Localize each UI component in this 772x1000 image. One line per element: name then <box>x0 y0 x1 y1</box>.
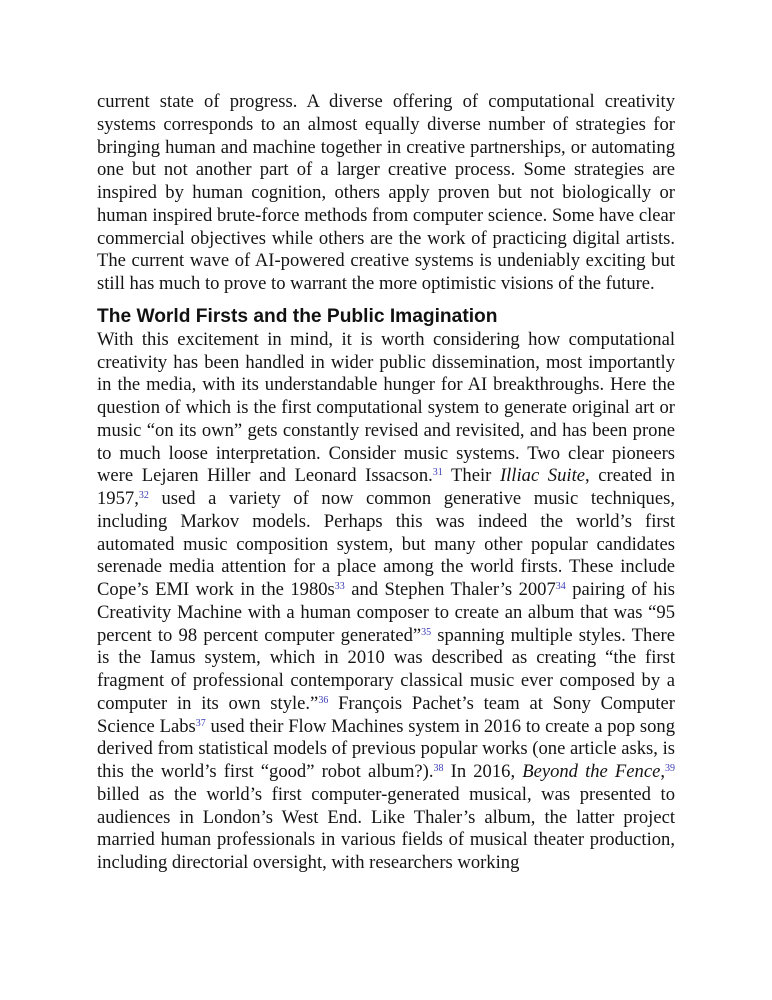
text-run: billed as the world’s first computer-generated musical, was presented to audiences in London’s West End. Like Thaler’s album, the latter project married human professionals in various fields of musical theater production, including directorial oversight, with researchers working <box>97 783 675 873</box>
work-title-beyond-the-fence: Beyond the Fence <box>522 761 661 782</box>
footnote-ref-31[interactable]: 31 <box>432 467 443 479</box>
text-run: spanning multiple styles. There is the Iamus system, which in 2010 was described as creating “the first fragment of professional contemporary classical music ever composed by a computer in its own style.” <box>97 624 675 714</box>
footnote-ref-37[interactable]: 37 <box>195 717 206 729</box>
footnote-ref-32[interactable]: 32 <box>138 489 149 501</box>
footnote-ref-35[interactable]: 35 <box>421 626 432 638</box>
footnote-ref-33[interactable]: 33 <box>334 580 345 592</box>
section-heading: The World Firsts and the Public Imagination <box>97 305 498 327</box>
text-run: used their Flow Machines system in 2016 to create a pop song derived from statistical models of previous popular works (one article asks, is this the world’s first “good” robot album?). <box>97 715 676 782</box>
text-run: pairing of his Creativity Machine with a human composer to create an album that was “95 percent to 98 percent computer generated” <box>97 579 675 646</box>
footnote-ref-39[interactable]: 39 <box>665 762 675 774</box>
text-run: used a variety of now common generative music techniques, including Markov models. Perhaps this was indeed the world’s first automated music composition system, but many other popular candidates serenade media attention for a place among the world firsts. These include Cope’s EMI work in the 1980s <box>97 488 675 600</box>
footnote-ref-36[interactable]: 36 <box>318 694 329 706</box>
work-title-illiac-suite: Illiac Suite <box>499 465 585 487</box>
paragraph-intro: current state of progress. A diverse offering of computational creativity systems corresponds to an almost equally diverse number of strategies for bringing human and machine together in creative partnerships, or automating one but not another part of a larger creative process. Some strategies are inspired by human cognition, others apply proven but not biologically or human inspired brute-force methods from computer science. Some have clear commercial objectives while others are the work of practicing digital artists. The current wave of AI-powered creative systems is undeniably exciting but still has much to prove to warrant the more optimistic visions of the future. <box>97 91 675 294</box>
footnote-ref-38[interactable]: 38 <box>433 762 444 774</box>
text-run: , created in 1957, <box>97 465 676 509</box>
text-run: In 2016, <box>443 761 523 782</box>
text-run: Their <box>442 465 500 487</box>
document-page <box>97 91 675 875</box>
paragraph-world-firsts <box>97 329 675 875</box>
text-run: François Pachet’s team at Sony Computer Science Labs <box>97 692 675 737</box>
footnote-ref-34[interactable]: 34 <box>555 580 566 592</box>
text-run: , <box>660 761 665 782</box>
text-run: and Stephen Thaler’s 2007 <box>344 579 556 600</box>
text-run: With this excitement in mind, it is worth considering how computational creativity has been handled in wider public dissemination, most importantly in the media, with its understandable hunger for AI breakthroughs. Here the question of which is the first computational system to generate original art or music “on its own” gets constantly revised and revisited, and has been prone to much loose interpretation. Consider music systems. Two clear pioneers were Lejaren Hiller and Leonard Issacson. <box>97 328 675 487</box>
